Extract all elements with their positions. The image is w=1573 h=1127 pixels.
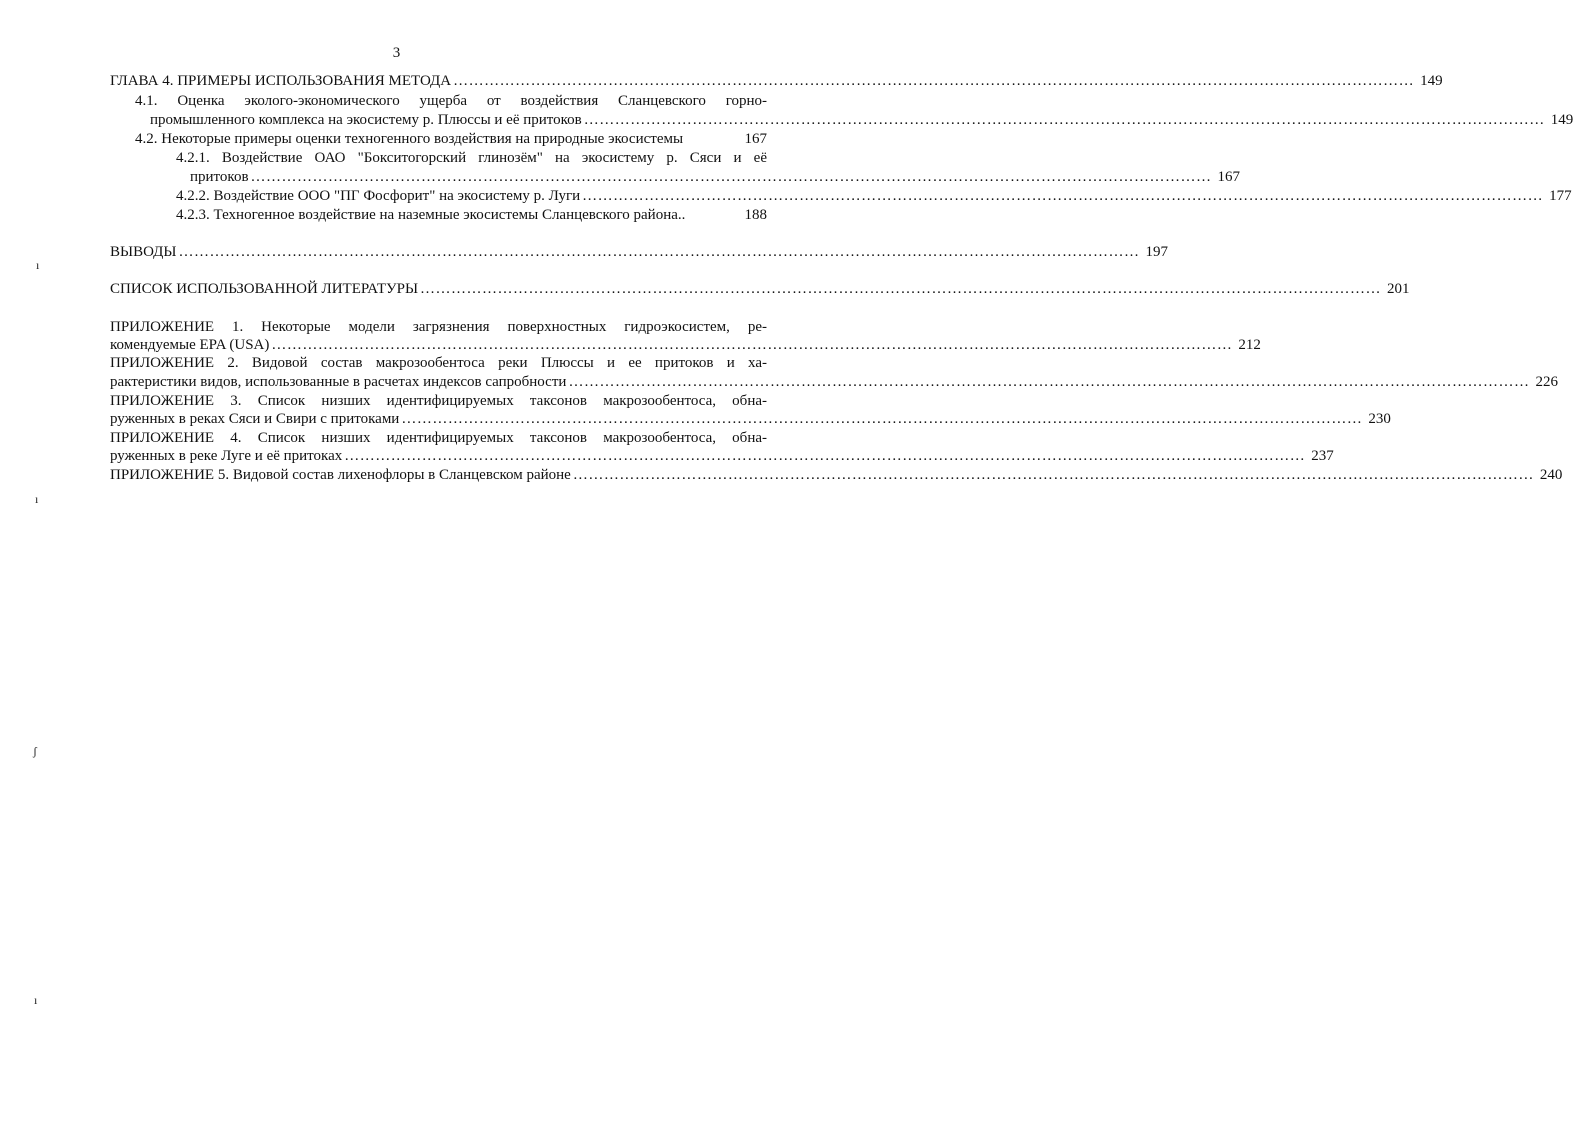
toc-entry-4-2[interactable] (135, 130, 767, 149)
scan-artifact-mark: ı (35, 492, 39, 506)
toc-entry-app2-line1[interactable]: ПРИЛОЖЕНИЕ 2. Видовой состав макрозообентоса реки Плюссы и ее притоков и ха- (110, 355, 767, 371)
toc-entry-page: 197 (1145, 244, 1168, 260)
dot-leader: …………………………………………………………………………………………………………………………………………………………………… (568, 374, 1530, 390)
scan-artifact-mark: ʃ (33, 744, 37, 758)
toc-entry-chapter4[interactable] (110, 72, 1443, 91)
scan-artifact-mark: ı (34, 993, 38, 1007)
dot-leader: …………………………………………………………………………………………………………………………………………………………………… (583, 112, 1545, 128)
toc-entry-references[interactable] (110, 280, 1410, 299)
page-number: 3 (392, 45, 401, 61)
dot-leader: …………………………………………………………………………………………………………………………………………………………………… (344, 448, 1306, 464)
toc-entry-app4-line1[interactable]: ПРИЛОЖЕНИЕ 4. Список низших идентифицируемых таксонов макрозообентоса, обна- (110, 430, 767, 446)
dot-leader: …………………………………………………………………………………………………………………………………………………………………… (420, 281, 1382, 297)
scan-artifact-mark: ı (36, 258, 40, 272)
toc-entry-title: ВЫВОДЫ (110, 244, 177, 260)
toc-entry-4-2-3[interactable] (176, 206, 767, 225)
toc-entry-page: 240 (1539, 467, 1563, 483)
dot-leader: …………………………………………………………………………………………………………………………………………………………………… (582, 188, 1544, 204)
dot-leader: …………………………………………………………………………………………………………………………………………………………………… (271, 337, 1233, 353)
toc-entry-page: 201 (1387, 281, 1410, 297)
toc-entry-4-2-1[interactable] (190, 168, 1241, 187)
toc-entry-title: ГЛАВА 4. ПРИМЕРЫ ИСПОЛЬЗОВАНИЯ МЕТОДА (110, 73, 452, 89)
toc-entry-title: рактеристики видов, использованные в расчетах индексов сапробности (110, 374, 567, 390)
toc-entry-page: 188 (744, 207, 767, 223)
toc-entry-app3[interactable] (110, 410, 1391, 429)
toc-entry-4-1-line1[interactable]: 4.1. Оценка эколого-экономического ущерба от воздействия Сланцевского горно- (135, 93, 767, 109)
toc-entry-page: 237 (1311, 448, 1334, 464)
toc-entry-app1[interactable] (110, 336, 1261, 355)
toc-entry-title: 4.2.3. Техногенное воздействие на наземные экосистемы Сланцевского района.. (176, 207, 686, 223)
dot-leader: …………………………………………………………………………………………………………………………………………………………………… (250, 169, 1212, 185)
toc-entry-title: притоков (190, 169, 249, 185)
toc-entry-page: 226 (1535, 374, 1558, 390)
toc-entry-page: 167 (1217, 169, 1241, 185)
toc-entry-title: комендуемые EPA (USA) (110, 337, 270, 353)
toc-entry-title: руженных в реке Луге и её притоках (110, 448, 343, 464)
toc-entry-app5[interactable] (110, 466, 1563, 485)
toc-entry-app4[interactable] (110, 447, 1334, 466)
toc-entry-app3-line1[interactable]: ПРИЛОЖЕНИЕ 3. Список низших идентифицируемых таксонов макрозообентоса, обна- (110, 393, 767, 409)
toc-entry-page: 212 (1238, 337, 1261, 353)
toc-entry-page: 149 (1420, 73, 1443, 89)
toc-entry-title: ПРИЛОЖЕНИЕ 5. Видовой состав лихенофлоры в Сланцевском районе (110, 467, 571, 483)
toc-entry-app1-line1[interactable]: ПРИЛОЖЕНИЕ 1. Некоторые модели загрязнения поверхностных гидроэкосистем, ре- (110, 319, 767, 335)
toc-entry-4-2-1-line1[interactable]: 4.2.1. Воздействие ОАО "Бокситогорский глинозём" на экосистему р. Сяси и её (176, 150, 767, 166)
toc-entry-page: 230 (1368, 411, 1391, 427)
dot-leader: …………………………………………………………………………………………………………………………………………………………………… (572, 467, 1534, 483)
toc-entry-conclusions[interactable] (110, 243, 1168, 262)
toc-entry-app2[interactable] (110, 373, 1558, 392)
dot-leader: …………………………………………………………………………………………………………………………………………………………………… (453, 73, 1415, 89)
toc-entry-title: руженных в реках Сяси и Свири с притоками (110, 411, 400, 427)
toc-entry-4-2-2[interactable] (176, 187, 1572, 206)
dot-leader: …………………………………………………………………………………………………………………………………………………………………… (401, 411, 1363, 427)
toc-entry-4-1[interactable] (150, 111, 1573, 130)
toc-entry-page: 149 (1550, 112, 1573, 128)
toc-entry-page: 177 (1549, 188, 1572, 204)
toc-entry-title: 4.2. Некоторые примеры оценки техногенного воздействия на природные экосистемы (135, 131, 684, 147)
toc-entry-page: 167 (744, 131, 767, 147)
dot-leader: …………………………………………………………………………………………………………………………………………………………………… (178, 244, 1140, 260)
toc-entry-title: промышленного комплекса на экосистему р. Плюссы и её притоков (150, 112, 582, 128)
toc-entry-title: 4.2.2. Воздействие ООО "ПГ Фосфорит" на экосистему р. Луги (176, 188, 581, 204)
toc-entry-title: СПИСОК ИСПОЛЬЗОВАННОЙ ЛИТЕРАТУРЫ (110, 281, 419, 297)
